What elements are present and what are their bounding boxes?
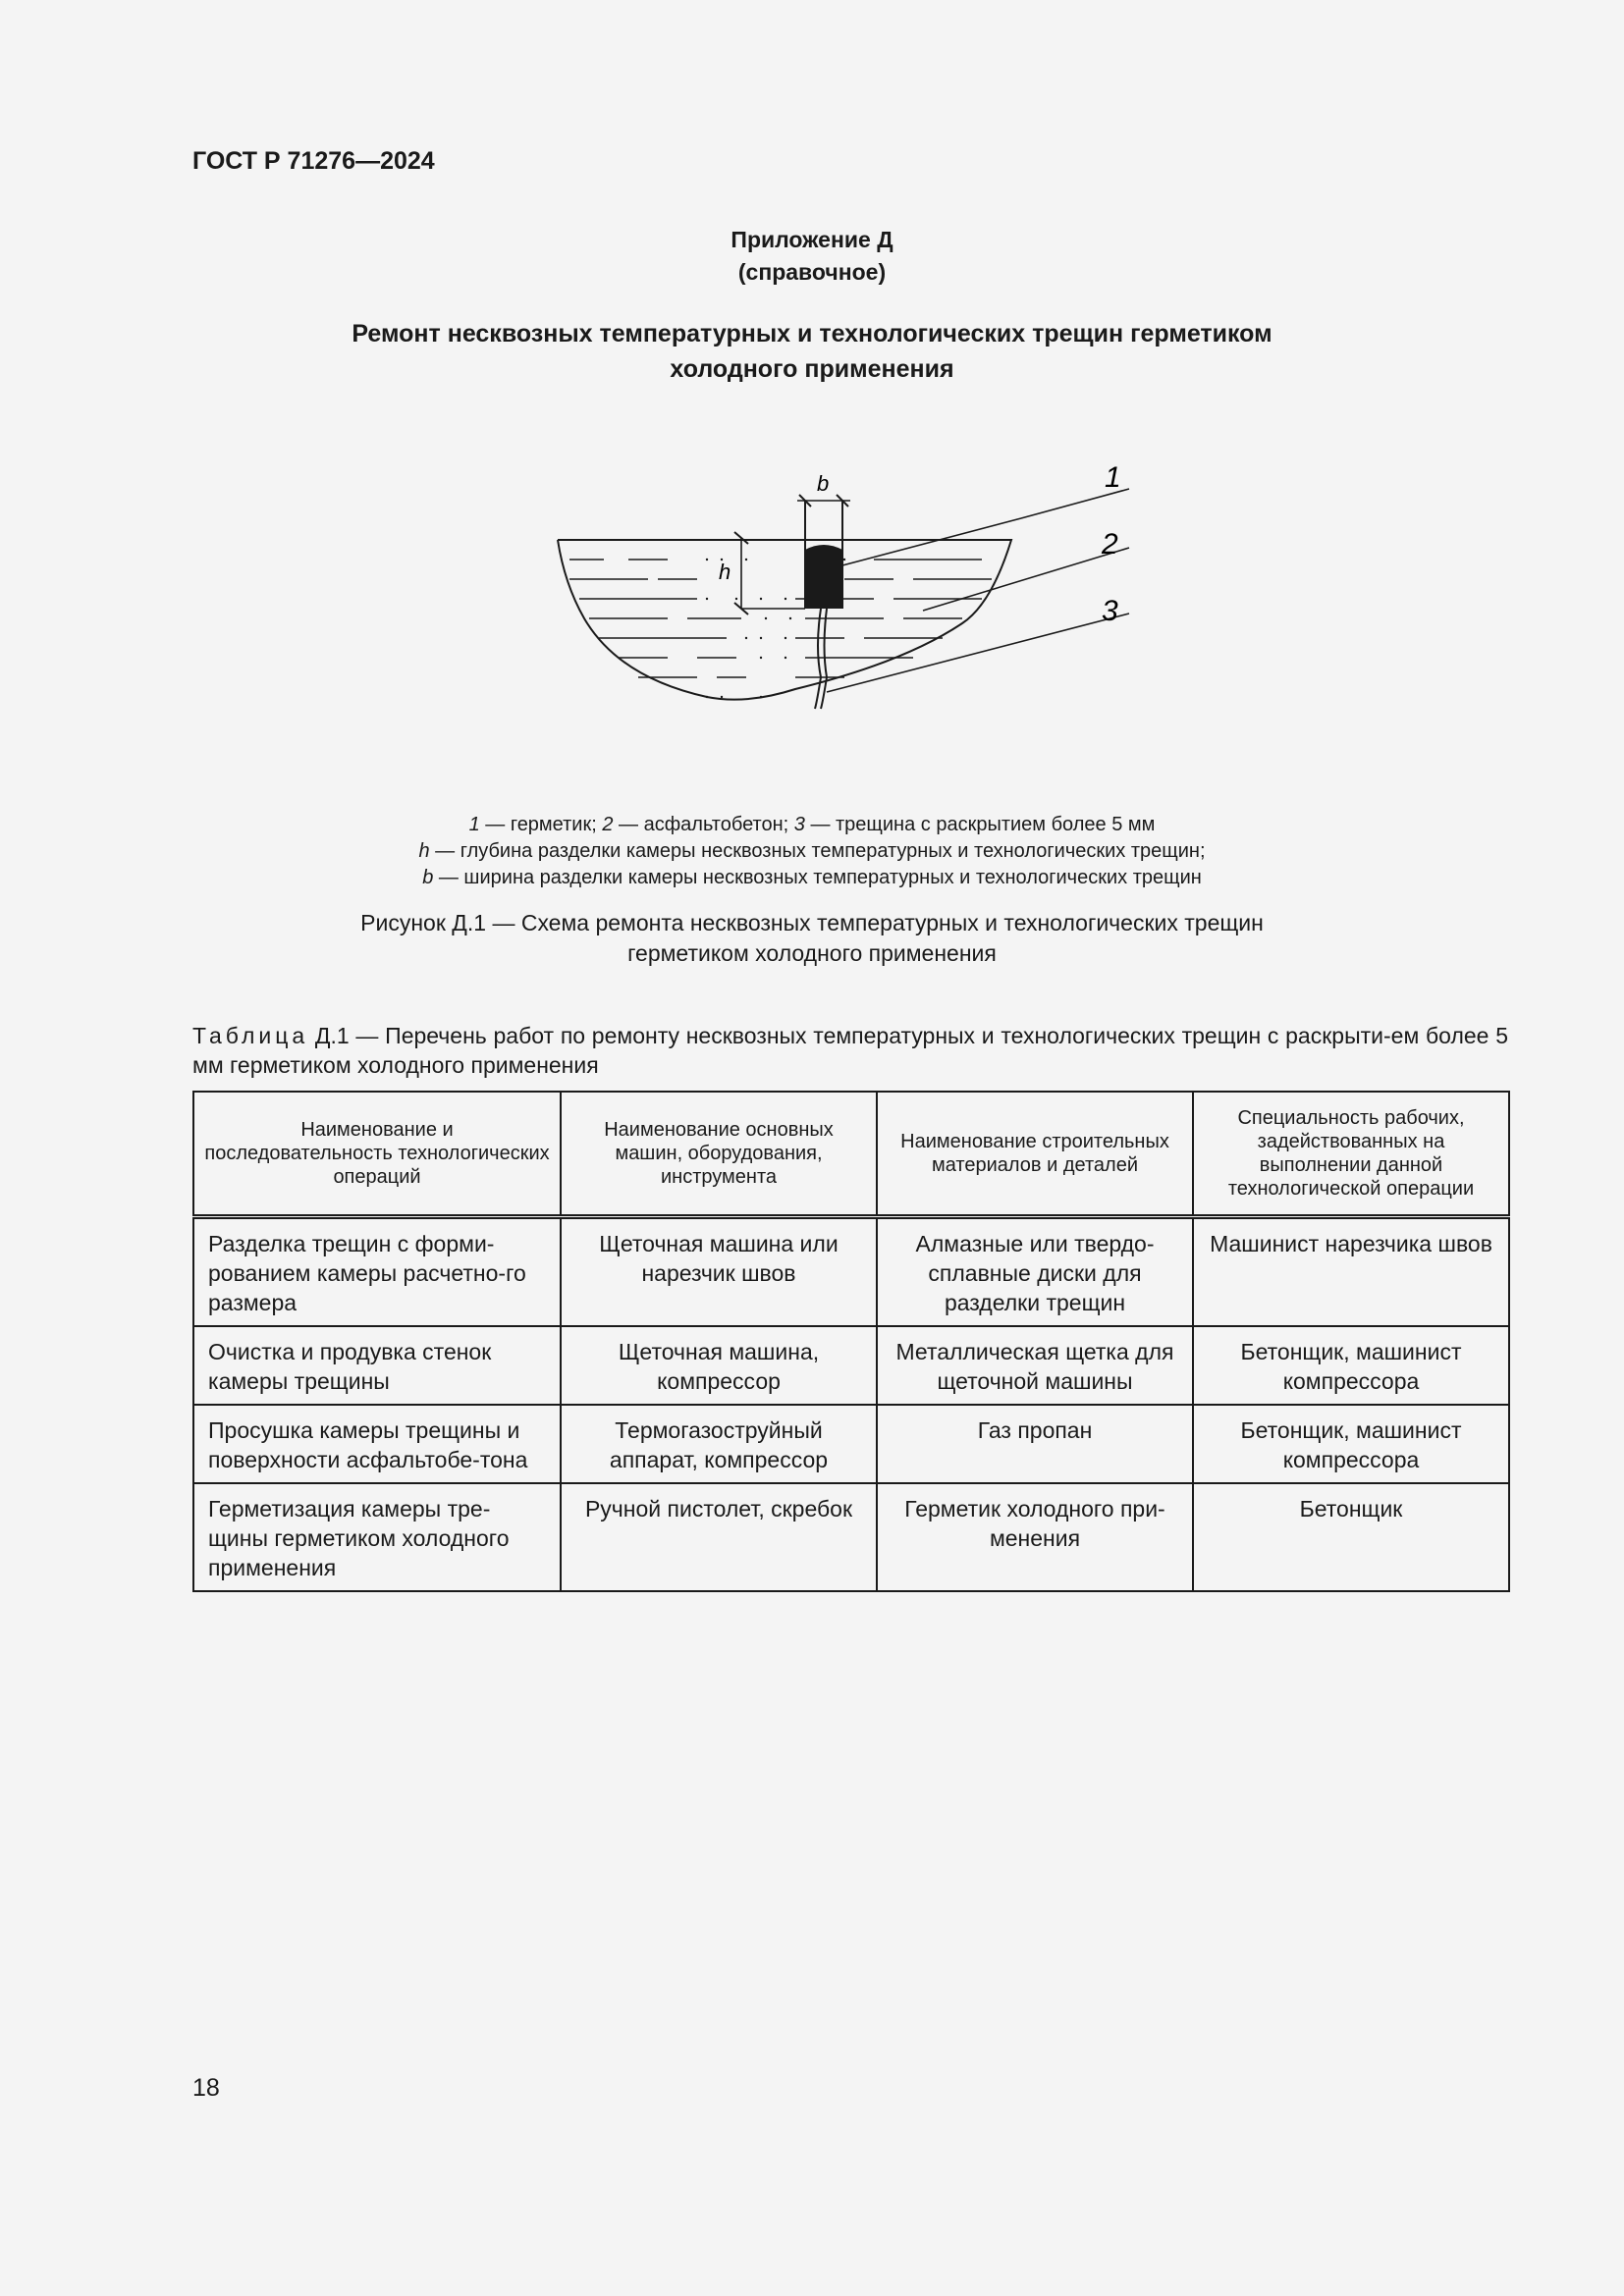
page-number: 18 [192,2074,220,2102]
works-table [192,1091,1510,1592]
cell-workers: Бетонщик [1193,1483,1509,1591]
repair-scheme-drawing [550,461,1139,775]
cell-workers: Бетонщик, машинист компрессора [1193,1326,1509,1405]
table-caption-text: Д.1 — Перечень работ по ремонту несквозных температурных и технологических трещин с раскрыти-ем более 5 мм герметиком холодного применения [192,1023,1508,1078]
appendix-heading [0,224,1624,289]
works-table-container [192,1091,1508,1592]
callout-3: 3 [1102,595,1118,627]
header-operations: Наименование и последовательность технологических операций [193,1092,561,1217]
figure-legend [0,812,1624,891]
cell-machines: Щеточная машина, компрессор [561,1326,877,1405]
legend-text-3: — трещина с раскрытием более 5 мм [804,814,1156,835]
table-header-row [193,1092,1509,1217]
legend-text-1: — герметик; [479,814,603,835]
table-row [193,1326,1509,1405]
table-row [193,1483,1509,1591]
asphalt-hatching [569,560,992,677]
legend-num-3: 3 [793,814,805,835]
section-title-line2: холодного применения [670,355,954,383]
cell-workers: Бетонщик, машинист компрессора [1193,1405,1509,1483]
legend-symbol-b: b [422,867,434,888]
cell-workers: Машинист нарезчика швов [1193,1217,1509,1327]
cell-materials: Газ пропан [877,1405,1193,1483]
legend-text-b: — ширина разделки камеры несквозных температурных и технологических трещин [433,867,1202,888]
legend-line-3 [0,865,1624,891]
b-label: b [817,471,830,496]
callout-1: 1 [1105,461,1121,494]
legend-text-h: — глубина разделки камеры несквозных температурных и технологических трещин; [429,840,1206,862]
figure-caption-line1: Рисунок Д.1 — Схема ремонта несквозных температурных и технологических трещин [360,910,1264,935]
leader-1 [842,518,1021,565]
cell-operation: Герметизация камеры тре-щины герметиком холодного применения [193,1483,561,1591]
cell-materials: Герметик холодного при-менения [877,1483,1193,1591]
sealant-fill [805,545,842,609]
cell-machines: Ручной пистолет, скребок [561,1483,877,1591]
figure-caption-line2: герметиком холодного применения [627,940,997,966]
legend-num-2: 2 [602,814,614,835]
asphalt-body-outline [558,540,1011,700]
repair-scheme-figure [550,461,1139,775]
leader-3 [827,614,1129,692]
table-row [193,1405,1509,1483]
callout-2: 2 [1102,528,1118,561]
cell-operation: Просушка камеры трещины и поверхности асфальтобе-тона [193,1405,561,1483]
legend-line-2 [0,838,1624,865]
header-materials: Наименование строительных материалов и деталей [877,1092,1193,1217]
table-row [193,1217,1509,1327]
legend-text-2: — асфальтобетон; [613,814,794,835]
section-title [295,316,1329,387]
crack-line-a [815,609,821,709]
cell-operation: Разделка трещин с форми-рованием камеры расчетно-го размера [193,1217,561,1327]
section-title-line1: Ремонт несквозных температурных и технологических трещин герметиком [352,320,1272,347]
appendix-type: (справочное) [737,259,887,285]
cell-operation: Очистка и продувка стенок камеры трещины [193,1326,561,1405]
cell-machines: Щеточная машина или нарезчик швов [561,1217,877,1327]
appendix-title: Приложение Д [731,227,893,252]
legend-num-1: 1 [468,814,480,835]
cell-materials: Алмазные или твердо-сплавные диски для разделки трещин [877,1217,1193,1327]
cell-materials: Металлическая щетка для щеточной машины [877,1326,1193,1405]
standard-code: ГОСТ Р 71276—2024 [192,147,435,175]
header-machines: Наименование основных машин, оборудования, инструмента [561,1092,877,1217]
header-workers: Специальность рабочих, задействованных на выполнении данной технологической операции [1193,1092,1509,1217]
h-label: h [719,560,731,584]
legend-line-1 [0,812,1624,838]
figure-caption [0,908,1624,969]
cell-machines: Термогазоструйный аппарат, компрессор [561,1405,877,1483]
legend-symbol-h: h [418,840,430,862]
crack-line-b [821,609,827,709]
table-caption-label: Таблица [192,1023,309,1048]
table-caption [192,1021,1508,1080]
